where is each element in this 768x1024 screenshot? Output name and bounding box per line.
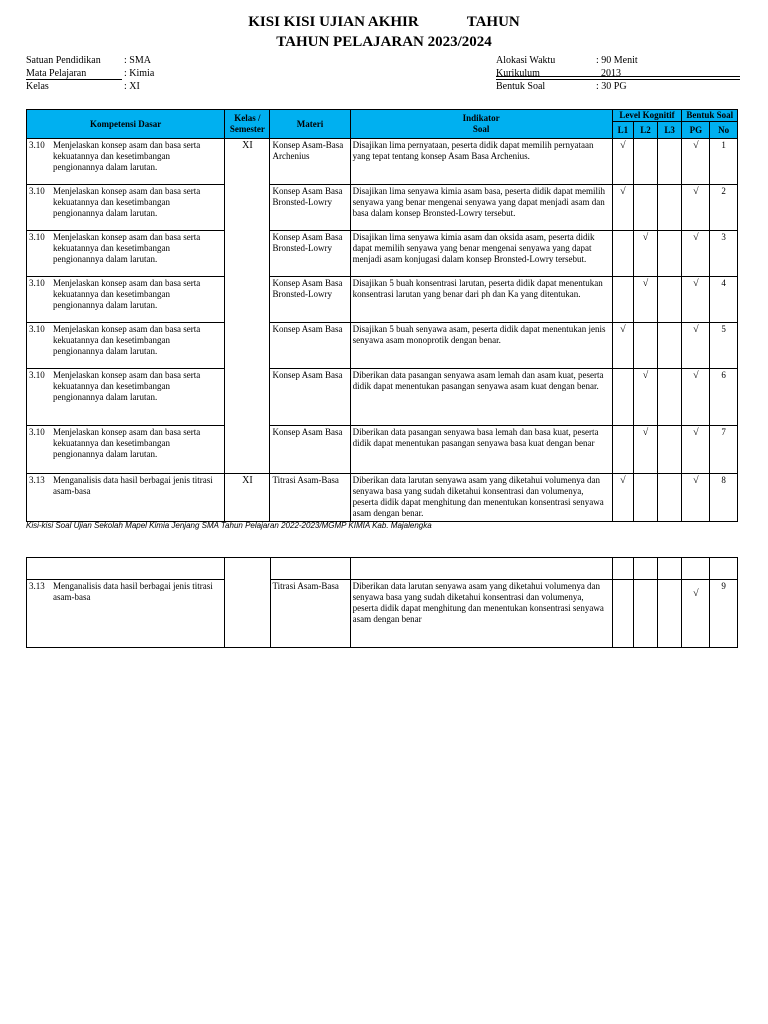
materi-cell: Konsep Asam Basa <box>270 369 350 426</box>
header-indikator: Indikator Soal <box>350 110 612 139</box>
l2-check: √ <box>634 426 658 474</box>
empty-row <box>27 558 738 580</box>
indikator-cell: Diberikan data larutan senyawa asam yang diketahui volumenya dan senyawa basa yang sudah diketahui konsentrasi dan volumenya, peserta didik dapat menghitung dan menentukan konsentrasi senyawa asam dengan benar. <box>350 474 612 522</box>
meta-alokasi-waktu: Alokasi Waktu : 90 Menit <box>496 55 638 66</box>
indikator-cell: Disajikan lima senyawa kimia asam basa, peserta didik dapat memilih senyawa yang benar mengenai senyawa yang dapat menjadi asam dan basa dalam konsep Bronsted-Lowry tersebut. <box>350 185 612 231</box>
table-row <box>27 426 738 474</box>
l3-check <box>657 323 682 369</box>
pg-check: √ <box>682 185 710 231</box>
footer-note: Kisi-kisi Soal Ujian Sekolah Mapel Kimia Jenjang SMA Tahun Pelajaran 2022-2023/MGMP KIMIA Kab. Majalengka <box>26 521 432 530</box>
kisi-kisi-table <box>26 109 738 522</box>
table-row <box>27 323 738 369</box>
meta-kurikulum: Kurikulum 2013 <box>496 68 621 79</box>
kelas-cell: XI <box>225 139 270 474</box>
table-row <box>27 580 738 648</box>
indikator-cell: Disajikan lima senyawa kimia asam dan oksida asam, peserta didik dapat memilih senyawa yang benar mengenai senyawa yang dapat menjadi asam konjugasi dalam konsep Bronsted-Lowry tersebut. <box>350 231 612 277</box>
l3-check <box>657 185 682 231</box>
l1-check <box>612 277 634 323</box>
kd-cell: 3.10 Menjelaskan konsep asam dan basa serta kekuatannya dan kesetimbangan pengionannya dalam larutan. <box>27 426 225 474</box>
kd-cell: 3.10 Menjelaskan konsep asam dan basa serta kekuatannya dan kesetimbangan pengionannya dalam larutan. <box>27 231 225 277</box>
kelas-cell: XI <box>225 474 270 522</box>
pg-check: √ <box>682 369 710 426</box>
indikator-cell: Diberikan data pasangan senyawa asam lemah dan asam kuat, peserta didik dapat menentukan pasangan senyawa asam kuat dengan benar. <box>350 369 612 426</box>
materi-cell: Konsep Asam Basa Bronsted-Lowry <box>270 231 350 277</box>
header-materi: Materi <box>270 110 350 139</box>
kd-cell: 3.10 Menjelaskan konsep asam dan basa serta kekuatannya dan kesetimbangan pengionannya dalam larutan. <box>27 185 225 231</box>
l2-check: √ <box>634 369 658 426</box>
header-no: No <box>710 122 738 139</box>
l2-check <box>634 185 658 231</box>
table-row <box>27 369 738 426</box>
l1-check <box>612 580 634 648</box>
meta-mata-pelajaran: Mata Pelajaran : Kimia <box>26 68 155 79</box>
table-row <box>27 277 738 323</box>
header-kompetensi-dasar: Kompetensi Dasar <box>27 110 225 139</box>
header-level-kognitif: Level Kognitif <box>612 110 682 122</box>
pg-check: √ <box>682 474 710 522</box>
pg-check: √ <box>682 323 710 369</box>
meta-divider-right-1 <box>496 76 740 77</box>
kd-cell: 3.10 Menjelaskan konsep asam dan basa serta kekuatannya dan kesetimbangan pengionannya dalam larutan. <box>27 139 225 185</box>
materi-cell: Titrasi Asam-Basa <box>270 580 350 648</box>
l1-check: √ <box>612 474 634 522</box>
l1-check: √ <box>612 185 634 231</box>
meta-kelas: Kelas : XI <box>26 81 140 92</box>
question-number: 5 <box>710 323 738 369</box>
l3-check <box>657 426 682 474</box>
pg-check: √ <box>682 426 710 474</box>
l2-check <box>634 139 658 185</box>
pg-check: √ <box>682 277 710 323</box>
l1-check <box>612 426 634 474</box>
pg-check: √ <box>682 580 710 648</box>
document-subtitle: TAHUN PELAJARAN 2023/2024 <box>276 34 492 50</box>
indikator-cell: Disajikan lima pernyataan, peserta didik dapat memilih pernyataan yang tepat tentang konsep Asam Basa Archenius. <box>350 139 612 185</box>
meta-satuan-pendidikan: Satuan Pendidikan : SMA <box>26 55 151 66</box>
header-l3: L3 <box>657 122 682 139</box>
meta-right <box>496 54 638 93</box>
materi-cell: Konsep Asam Basa Bronsted-Lowry <box>270 277 350 323</box>
l3-check <box>657 369 682 426</box>
l3-check <box>657 580 682 648</box>
l3-check <box>657 139 682 185</box>
kd-cell: 3.10 Menjelaskan konsep asam dan basa serta kekuatannya dan kesetimbangan pengionannya dalam larutan. <box>27 369 225 426</box>
question-number: 1 <box>710 139 738 185</box>
l3-check <box>657 474 682 522</box>
pg-check: √ <box>682 231 710 277</box>
kd-cell: 3.13 Menganalisis data hasil berbagai jenis titrasi asam-basa <box>27 580 225 648</box>
kd-cell: 3.10 Menjelaskan konsep asam dan basa serta kekuatannya dan kesetimbangan pengionannya dalam larutan. <box>27 277 225 323</box>
kd-cell: 3.13 Menganalisis data hasil berbagai jenis titrasi asam-basa <box>27 474 225 522</box>
materi-cell: Konsep Asam Basa Bronsted-Lowry <box>270 185 350 231</box>
materi-cell: Konsep Asam Basa <box>270 426 350 474</box>
question-number: 8 <box>710 474 738 522</box>
meta-divider-right-2 <box>496 79 740 80</box>
l3-check <box>657 277 682 323</box>
question-number: 2 <box>710 185 738 231</box>
header-kelas-semester: Kelas / Semester <box>225 110 270 139</box>
l2-check: √ <box>634 231 658 277</box>
kelas-cell <box>225 558 270 648</box>
meta-divider-left <box>26 79 122 80</box>
header-l1: L1 <box>612 122 634 139</box>
indikator-cell: Disajikan 5 buah senyawa asam, peserta didik dapat menentukan jenis senyawa asam monoprotik dengan benar. <box>350 323 612 369</box>
l1-check: √ <box>612 323 634 369</box>
l2-check <box>634 580 658 648</box>
l3-check <box>657 231 682 277</box>
question-number: 7 <box>710 426 738 474</box>
document-title: KISI KISI UJIAN AKHIR TAHUN <box>248 14 520 30</box>
header-pg: PG <box>682 122 710 139</box>
l1-check: √ <box>612 139 634 185</box>
question-number: 6 <box>710 369 738 426</box>
materi-cell: Konsep Asam Basa <box>270 323 350 369</box>
kisi-kisi-table-page-2 <box>26 557 738 648</box>
l2-check <box>634 323 658 369</box>
question-number: 4 <box>710 277 738 323</box>
table-row <box>27 474 738 522</box>
meta-left <box>26 54 154 93</box>
table-row <box>27 139 738 185</box>
materi-cell: Konsep Asam-Basa Archenius <box>270 139 350 185</box>
l2-check <box>634 474 658 522</box>
table-row <box>27 185 738 231</box>
header-l2: L2 <box>634 122 658 139</box>
l2-check: √ <box>634 277 658 323</box>
question-number: 9 <box>710 580 738 648</box>
indikator-cell: Diberikan data larutan senyawa asam yang diketahui volumenya dan senyawa basa yang sudah diketahui konsentrasi dan volumenya, peserta didik dapat menghitung dan menentukan konsentrasi senyawa asam dengan benar <box>350 580 612 648</box>
header-bentuk-soal: Bentuk Soal <box>682 110 738 122</box>
question-number: 3 <box>710 231 738 277</box>
table-row <box>27 231 738 277</box>
kd-cell: 3.10 Menjelaskan konsep asam dan basa serta kekuatannya dan kesetimbangan pengionannya dalam larutan. <box>27 323 225 369</box>
l1-check <box>612 231 634 277</box>
pg-check: √ <box>682 139 710 185</box>
l1-check <box>612 369 634 426</box>
meta-bentuk-soal: Bentuk Soal : 30 PG <box>496 81 627 92</box>
indikator-cell: Diberikan data pasangan senyawa basa lemah dan basa kuat, peserta didik dapat menentukan pasangan senyawa basa kuat dengan benar <box>350 426 612 474</box>
materi-cell: Titrasi Asam-Basa <box>270 474 350 522</box>
indikator-cell: Disajikan 5 buah konsentrasi larutan, peserta didik dapat menentukan konsentrasi larutan yang benar dari ph dan Ka yang ditentukan. <box>350 277 612 323</box>
